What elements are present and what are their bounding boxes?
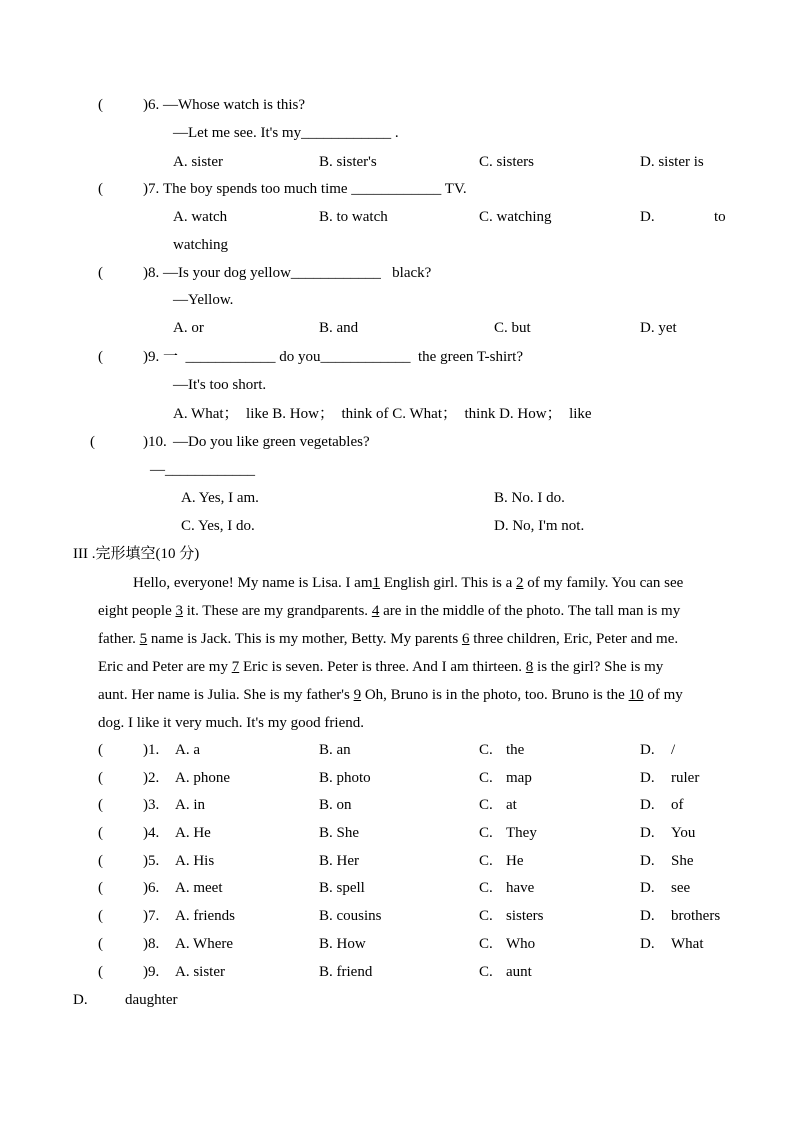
option-c-letter[interactable]: C.: [479, 770, 493, 786]
option-b[interactable]: B. friend: [319, 964, 373, 980]
answer-bracket[interactable]: (: [98, 770, 103, 786]
option-c-text: the: [506, 742, 525, 758]
passage-line: father. 5 name is Jack. This is my mother, Betty. My parents 6 three children, Eric, Peter and me.: [98, 631, 679, 647]
answer-bracket[interactable]: (: [98, 97, 103, 113]
passage-line: eight people 3 it. These are my grandparents. 4 are in the middle of the photo. The tall man is my: [98, 603, 681, 619]
answer-bracket[interactable]: (: [98, 880, 103, 896]
option-c-letter[interactable]: C.: [479, 936, 493, 952]
option-d-letter[interactable]: D.: [640, 825, 655, 841]
passage-line: aunt. Her name is Julia. She is my father's 9 Oh, Bruno is in the photo, too. Bruno is the 10 of my: [98, 687, 683, 703]
option-b[interactable]: B. an: [319, 742, 351, 758]
question-stem: —Do you like green vegetables?: [173, 434, 370, 450]
option-c[interactable]: C. sisters: [479, 154, 535, 170]
option-c-text: aunt: [506, 964, 532, 980]
blank-number: 4: [371, 603, 380, 619]
section-title: III .完形填空(10 分): [73, 546, 200, 562]
question-number: )3.: [143, 797, 160, 813]
question-number: )5.: [143, 853, 160, 869]
option-d-text: to: [714, 209, 726, 225]
option-d[interactable]: D. No, I'm not.: [494, 518, 585, 534]
question-stem: —Whose watch is this?: [163, 97, 306, 113]
option-d-text: daughter: [125, 992, 178, 1008]
passage-line: Eric and Peter are my 7 Eric is seven. Peter is three. And I am thirteen. 8 is the girl? She is my: [98, 659, 664, 675]
option-d-letter[interactable]: D.: [640, 209, 655, 225]
option-d-text: ruler: [671, 770, 700, 786]
option-c-letter[interactable]: C.: [479, 880, 493, 896]
option-d-text: You: [671, 825, 696, 841]
option-d-letter[interactable]: D.: [640, 936, 655, 952]
option-d-letter[interactable]: D.: [640, 797, 655, 813]
option-d-letter[interactable]: D.: [640, 908, 655, 924]
question-number: )7.: [143, 908, 160, 924]
option-a[interactable]: A. watch: [173, 209, 228, 225]
option-a[interactable]: A. He: [175, 825, 211, 841]
option-a[interactable]: A. friends: [175, 908, 235, 924]
option-c-text: at: [506, 797, 517, 813]
option-d-letter[interactable]: D.: [640, 742, 655, 758]
dialogue-reply: —Yellow.: [173, 292, 234, 308]
blank-number: 7: [231, 659, 240, 675]
question-number: )9.: [143, 964, 160, 980]
option-c-letter[interactable]: C.: [479, 825, 493, 841]
option-a[interactable]: A. Where: [175, 936, 234, 952]
answer-bracket[interactable]: (: [98, 853, 103, 869]
option-d-text: What: [671, 936, 704, 952]
question-number: )2.: [143, 770, 160, 786]
question-number: )6.: [143, 97, 160, 113]
answer-bracket[interactable]: (: [98, 742, 103, 758]
option-c-letter[interactable]: C.: [479, 908, 493, 924]
question-number: )1.: [143, 742, 160, 758]
option-b[interactable]: B. Her: [319, 853, 359, 869]
passage-line: dog. I like it very much. It's my good friend.: [98, 715, 364, 731]
option-d-letter[interactable]: D.: [640, 853, 655, 869]
option-c-text: He: [506, 853, 524, 869]
answer-bracket[interactable]: (: [98, 349, 103, 365]
option-b[interactable]: B. She: [319, 825, 360, 841]
option-b[interactable]: B. to watch: [319, 209, 388, 225]
option-c-text: sisters: [506, 908, 544, 924]
blank-number: 9: [353, 687, 362, 703]
option-a[interactable]: A. sister: [175, 964, 225, 980]
option-b[interactable]: B. No. I do.: [494, 490, 565, 506]
blank-number: 3: [175, 603, 183, 619]
option-d-text: of: [671, 797, 684, 813]
option-a[interactable]: A. meet: [175, 880, 223, 896]
question-stem: —Is your dog yellow____________ black?: [163, 265, 432, 281]
option-c-letter[interactable]: C.: [479, 742, 493, 758]
dialogue-reply: —Let me see. It's my____________ .: [173, 125, 399, 141]
dialogue-reply: —____________: [150, 462, 255, 478]
answer-bracket[interactable]: (: [98, 964, 103, 980]
answer-bracket[interactable]: (: [90, 434, 95, 450]
option-c-letter[interactable]: C.: [479, 797, 493, 813]
option-d[interactable]: D. yet: [640, 320, 677, 336]
option-c-text: map: [506, 770, 532, 786]
option-c-letter[interactable]: C.: [479, 964, 493, 980]
blank-number: 10: [628, 687, 644, 703]
question-number: )9.: [143, 349, 160, 365]
option-d[interactable]: D. sister is: [640, 154, 704, 170]
option-a[interactable]: A. or: [173, 320, 204, 336]
question-number: )4.: [143, 825, 160, 841]
option-c[interactable]: C. watching: [479, 209, 552, 225]
option-c-text: They: [506, 825, 537, 841]
option-c[interactable]: C. but: [494, 320, 531, 336]
answer-bracket[interactable]: (: [98, 797, 103, 813]
blank-number: 1: [372, 575, 381, 591]
option-d-letter[interactable]: D.: [640, 770, 655, 786]
blank-number: 6: [461, 631, 470, 647]
option-c-letter[interactable]: C.: [479, 853, 493, 869]
passage-line: Hello, everyone! My name is Lisa. I am1 English girl. This is a 2 of my family. You can see: [133, 575, 684, 591]
option-b[interactable]: B. sister's: [319, 154, 377, 170]
answer-bracket[interactable]: (: [98, 265, 103, 281]
option-b[interactable]: B. and: [319, 320, 359, 336]
blank-number: 5: [139, 631, 148, 647]
options-line[interactable]: A. What； like B. How； think of C. What； think D. How； like: [173, 406, 592, 422]
option-c[interactable]: C. Yes, I do.: [181, 518, 255, 534]
answer-bracket[interactable]: (: [98, 181, 103, 197]
blank-number: 2: [516, 575, 524, 591]
option-b[interactable]: B. cousins: [319, 908, 382, 924]
option-d-letter[interactable]: D.: [640, 880, 655, 896]
option-c-text: Who: [506, 936, 536, 952]
option-b[interactable]: B. photo: [319, 770, 371, 786]
option-d-text: /: [671, 742, 676, 758]
answer-bracket[interactable]: (: [98, 908, 103, 924]
question-number: )10.: [143, 434, 167, 450]
option-b[interactable]: B. spell: [319, 880, 365, 896]
question-stem: The boy spends too much time ____________ TV.: [163, 181, 467, 197]
option-b[interactable]: B. How: [319, 936, 366, 952]
option-d-text: She: [671, 853, 694, 869]
blank-number: 8: [525, 659, 534, 675]
answer-bracket[interactable]: (: [98, 825, 103, 841]
question-number: )7.: [143, 181, 160, 197]
question-number: )6.: [143, 880, 160, 896]
option-a[interactable]: A. in: [175, 797, 205, 813]
option-a[interactable]: A. His: [175, 853, 215, 869]
option-a[interactable]: A. Yes, I am.: [181, 490, 259, 506]
option-d-text: see: [671, 880, 691, 896]
question-number: )8.: [143, 265, 160, 281]
answer-bracket[interactable]: (: [98, 936, 103, 952]
dialogue-reply: —It's too short.: [173, 377, 267, 393]
option-d-text-wrap: watching: [173, 237, 228, 253]
question-stem: 一 ____________ do you____________ the green T-shirt?: [163, 349, 523, 365]
question-number: )8.: [143, 936, 160, 952]
option-b[interactable]: B. on: [319, 797, 352, 813]
option-a[interactable]: A. a: [175, 742, 200, 758]
option-d-text: brothers: [671, 908, 721, 924]
option-d-letter[interactable]: D.: [73, 992, 88, 1008]
option-a[interactable]: A. phone: [175, 770, 230, 786]
option-a[interactable]: A. sister: [173, 154, 223, 170]
option-c-text: have: [506, 880, 535, 896]
